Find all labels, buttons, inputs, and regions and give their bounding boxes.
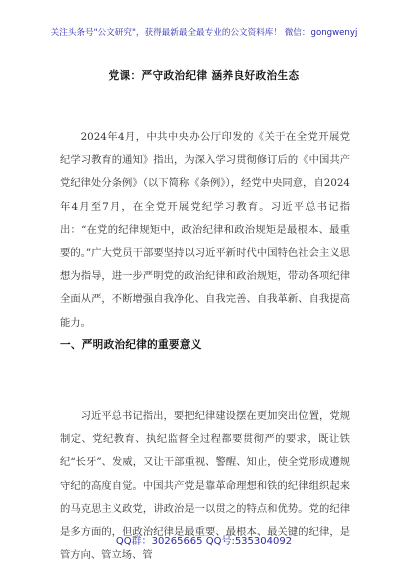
- body-paragraph-section-1: 习近平总书记指出，要把纪律建设摆在更加突出位置，党规制定、党纪教育、执纪监督全过程都要贯彻严的要求，既让铁纪“长牙”、发威，又让干部重视、警醒、知止，使全党形成遵规守纪的高度自觉。中国共产党是靠革命理想和铁的纪律组织起来的马克思主义政党，讲政治是一以贯之的特点和优势。党的纪律是多方面的，但政治纪律是最重要、最根本、最关键的纪律，是管方向、管立场、管: [60, 410, 350, 562]
- body-paragraph-intro: 2024年4月，中共中央办公厅印发的《关于在全党开展党纪学习教育的通知》指出，为深入学习贯彻修订后的《中国共产党纪律处分条例》（以下简称《条例》），经党中央同意，自2024年4月至7月，在全党开展党纪学习教育。习近平总书记指出：“在党的纪律规矩中，政治纪律和政治规矩是最根本、最重要的。”广大党员干部要坚持以习近平新时代中国特色社会主义思想为指导，进一步严明党的政治纪律和政治规矩，带动各项纪律全面从严，不断增强自我净化、自我完善、自我革新、自我提高能力。: [60, 131, 350, 329]
- section-heading: 一、严明政治纪律的重要意义: [60, 339, 202, 351]
- footer-contact: QQ群：30265665 QQ号:535304092: [115, 536, 293, 547]
- header-banner: 关注头条号"公文研究"，获得最新最全最专业的公文资料库！ 微信：gongwenyj: [50, 28, 358, 38]
- document-title: 党课：严守政治纪律 涵养良好政治生态: [108, 70, 300, 82]
